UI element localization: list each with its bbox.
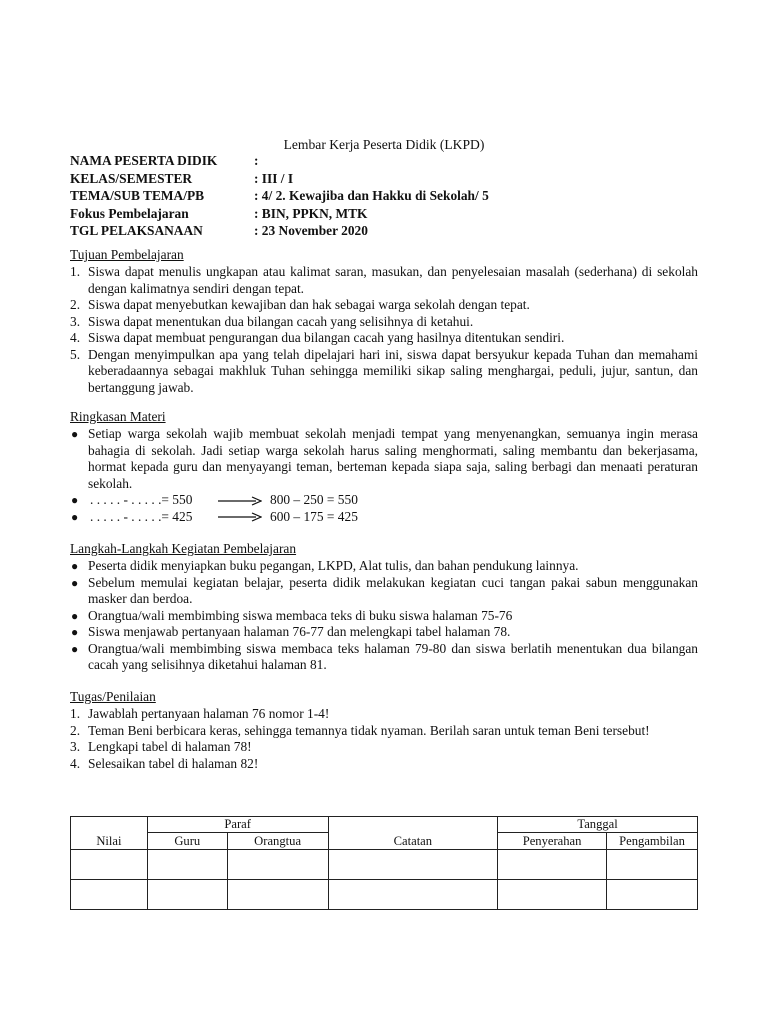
section-langkah — [70, 541, 698, 674]
item-text: Lengkapi tabel di halaman 78! — [88, 739, 252, 754]
item-text: Orangtua/wali membimbing siswa membaca teks di buku siswa halaman 75-76 — [88, 607, 513, 623]
header-pengambilan: Pengambilan — [607, 833, 698, 850]
table-cell[interactable] — [498, 880, 607, 910]
info-label: TGL PELAKSANAAN — [70, 223, 203, 239]
student-info — [70, 152, 710, 240]
list-item — [70, 314, 698, 331]
list-item — [70, 624, 698, 641]
list-item — [70, 264, 698, 297]
item-text: Setiap warga sekolah wajib membuat sekolah menjadi tempat yang menyenangkan, semuanya ingin merasa bahagia di sekolah. Jadi setiap warga sekolah harus saling menghormati, saling membantu dan bekerjasama, hormat kepada guru dan menyayangi teman, berteman kepada siapa saja, saling berbagi dan menaati peraturan sekolah. — [88, 426, 698, 491]
list-item — [70, 641, 698, 674]
info-label: TEMA/SUB TEMA/PB — [70, 188, 205, 204]
arrow-right-icon — [218, 512, 270, 522]
table-cell[interactable] — [147, 880, 227, 910]
section-title: Ringkasan Materi — [70, 409, 166, 424]
list-item — [70, 426, 698, 492]
header-paraf: Paraf — [147, 817, 328, 833]
table-cell[interactable] — [227, 880, 328, 910]
table-cell[interactable] — [71, 850, 148, 880]
math-answer: 800 – 250 = 550 — [270, 492, 358, 507]
list-item — [70, 739, 698, 756]
math-example — [70, 492, 698, 509]
summary-list — [70, 426, 698, 525]
steps-list — [70, 558, 698, 674]
item-text: Orangtua/wali membimbing siswa membaca teks halaman 79-80 dan siswa berlatih menentukan dua bilangan cacah yang selisihnya diketahui halaman 81. — [88, 640, 698, 672]
item-text: Siswa menjawab pertanyaan halaman 76-77 dan melengkapi tabel halaman 78. — [88, 624, 511, 639]
bullet-icon: ● — [71, 575, 79, 590]
info-label: NAMA PESERTA DIDIK — [70, 153, 218, 168]
list-item — [70, 723, 698, 740]
list-item — [70, 706, 698, 723]
math-answer: 600 – 175 = 425 — [270, 508, 358, 524]
table-row — [71, 850, 698, 880]
section-title: Tujuan Pembelajaran — [70, 247, 184, 262]
item-text: Siswa dapat membuat pengurangan dua bilangan cacah yang hasilnya ditentukan sendiri. — [88, 330, 565, 345]
item-text: Jawablah pertanyaan halaman 76 nomor 1-4! — [88, 706, 330, 721]
item-number: 4. — [70, 330, 81, 345]
header-guru: Guru — [147, 833, 227, 850]
table-cell[interactable] — [227, 850, 328, 880]
bullet-icon: ● — [71, 641, 79, 656]
header-orangtua: Orangtua — [227, 833, 328, 850]
list-item — [70, 558, 698, 575]
list-item — [70, 297, 698, 314]
objectives-list — [70, 264, 698, 396]
item-text: Selesaikan tabel di halaman 82! — [88, 755, 259, 771]
info-label: KELAS/SEMESTER — [70, 170, 193, 186]
item-text: Siswa dapat menentukan dua bilangan cacah yang selisihnya di ketahui. — [88, 313, 474, 329]
arrow-right-icon — [218, 496, 270, 506]
item-text: Teman Beni berbicara keras, sehingga temannya tidak nyaman. Berilah saran untuk teman Beni tersebut! — [88, 722, 650, 738]
item-number: 2. — [70, 297, 81, 312]
list-item — [70, 347, 698, 397]
math-blank: . . . . . - . . . . .= 425 — [90, 508, 193, 524]
info-value: : 23 November 2020 — [254, 223, 368, 239]
item-number: 2. — [70, 722, 81, 738]
list-item — [70, 608, 698, 625]
info-value: : III / I — [254, 170, 294, 186]
table-cell[interactable] — [607, 880, 698, 910]
item-number: 1. — [70, 706, 81, 721]
bullet-icon: ● — [71, 608, 79, 623]
section-ringkasan — [70, 409, 698, 525]
info-value: : — [254, 153, 259, 168]
section-title: Tugas/Penilaian — [70, 689, 156, 704]
item-text: Peserta didik menyiapkan buku pegangan, LKPD, Alat tulis, dan bahan pendukung lainnya. — [88, 558, 579, 573]
info-row-focus — [70, 205, 710, 223]
item-text: Siswa dapat menulis ungkapan atau kalimat saran, masukan, dan penyelesaian masalah (sederhana) di sekolah dengan kalimatnya sendiri dengan tepat. — [88, 264, 698, 296]
item-number: 3. — [70, 313, 81, 329]
info-row-theme — [70, 187, 710, 205]
info-row-date — [70, 222, 710, 240]
info-value: : BIN, PPKN, MTK — [254, 205, 368, 221]
item-text: Siswa dapat menyebutkan kewajiban dan hak sebagai warga sekolah dengan tepat. — [88, 297, 530, 312]
list-item — [70, 756, 698, 773]
info-label: Fokus Pembelajaran — [70, 205, 189, 221]
item-number: 3. — [70, 739, 81, 754]
table-cell[interactable] — [328, 850, 498, 880]
grading-table — [70, 816, 698, 910]
bullet-icon: ● — [71, 493, 79, 507]
table-row — [71, 880, 698, 910]
item-text: Sebelum memulai kegiatan belajar, peserta didik melakukan kegiatan cuci tangan pakai sabun menggunakan masker dan berdoa. — [88, 574, 698, 606]
page-title: Lembar Kerja Peserta Didik (LKPD) — [283, 137, 485, 152]
table-cell[interactable] — [498, 850, 607, 880]
info-value: : 4/ 2. Kewajiba dan Hakku di Sekolah/ 5 — [254, 188, 489, 204]
header-catatan: Catatan — [328, 817, 498, 850]
item-number: 5. — [70, 346, 81, 362]
table-cell[interactable] — [607, 850, 698, 880]
list-item — [70, 575, 698, 608]
item-number: 1. — [70, 264, 81, 279]
header-tanggal: Tanggal — [498, 817, 698, 833]
info-row-name — [70, 152, 710, 170]
bullet-icon: ● — [71, 625, 79, 639]
math-example — [70, 509, 698, 526]
header-penyerahan: Penyerahan — [498, 833, 607, 850]
bullet-icon: ● — [71, 427, 79, 441]
section-tujuan — [70, 247, 698, 396]
list-item — [70, 330, 698, 347]
item-number: 4. — [70, 755, 81, 771]
header-nilai: Nilai — [71, 817, 148, 850]
section-title: Langkah-Langkah Kegiatan Pembelajaran — [70, 541, 297, 556]
math-blank: . . . . . - . . . . .= 550 — [90, 492, 193, 507]
table-header-row — [71, 817, 698, 833]
tasks-list — [70, 706, 698, 772]
bullet-icon: ● — [71, 559, 79, 573]
section-tugas — [70, 689, 698, 772]
item-text: Dengan menyimpulkan apa yang telah dipelajari hari ini, siswa dapat bersyukur kepada Tuhan dan memahami keberadaannya sebagai makhluk Tuhan sehingga memiliki sikap saling menghargai, peduli, jujur, santun, dan bertanggung jawab. — [88, 346, 698, 395]
info-row-class — [70, 170, 710, 188]
bullet-icon: ● — [71, 509, 79, 524]
table-cell[interactable] — [71, 880, 148, 910]
table-cell[interactable] — [147, 850, 227, 880]
table-cell[interactable] — [328, 880, 498, 910]
